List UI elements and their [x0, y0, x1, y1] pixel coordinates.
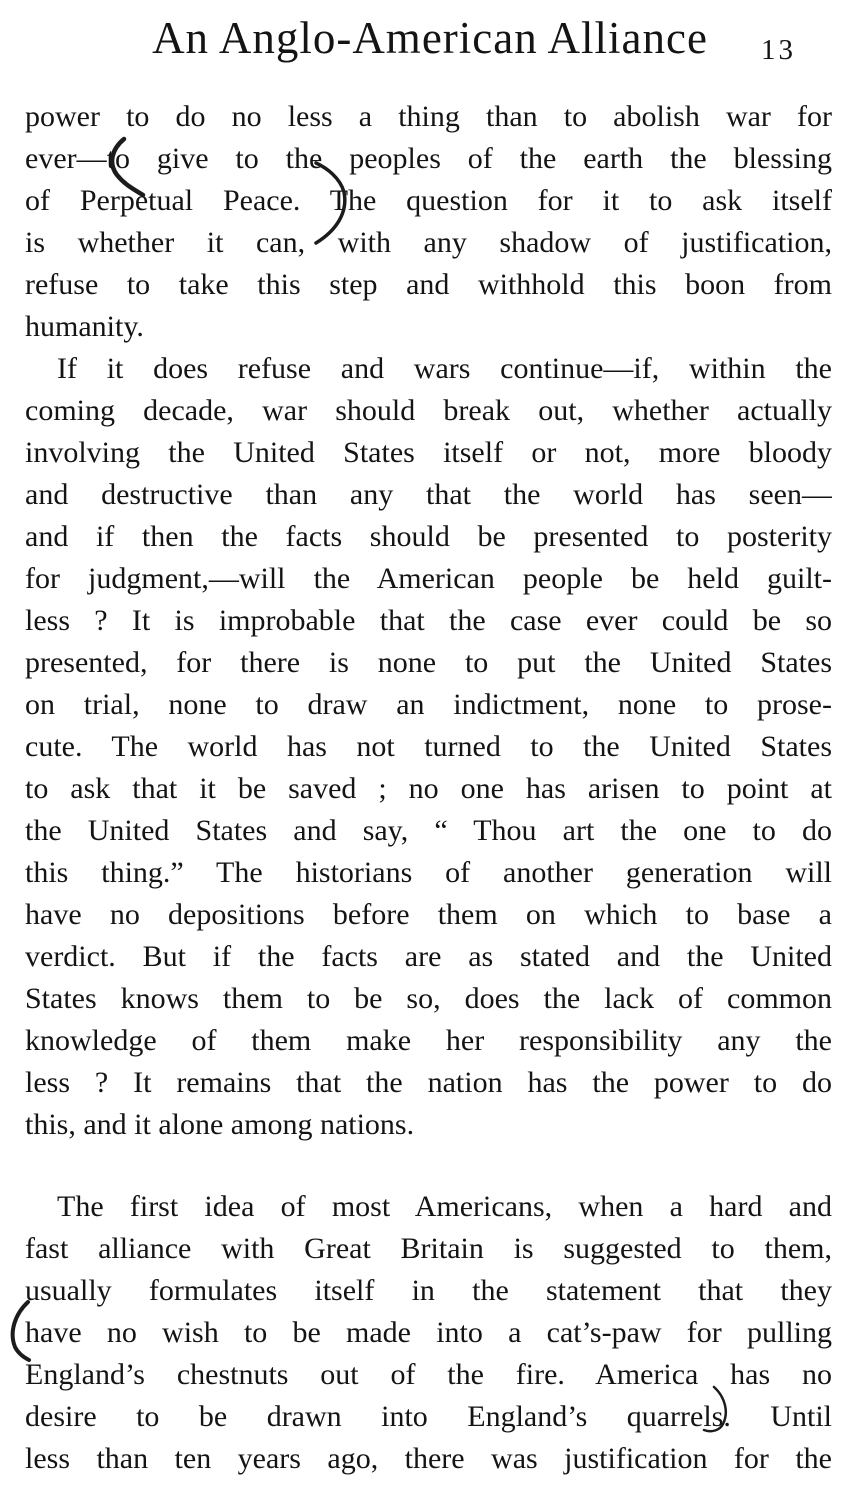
- text-line: is whether it can, with any shadow of justification,: [25, 226, 832, 259]
- text-line: and destructive than any that the world has seen—: [25, 478, 832, 511]
- running-head-title: An Anglo-American Alliance: [152, 13, 708, 63]
- text-line: presented, for there is none to put the United States: [25, 646, 832, 679]
- page-number: 13: [761, 34, 796, 66]
- text-line: fast alliance with Great Britain is suggested to them,: [25, 1232, 832, 1265]
- text-line: have no depositions before them on which to base a: [25, 898, 832, 931]
- text-line: less ? It is improbable that the case ever could be so: [25, 604, 832, 637]
- text-line: coming decade, war should break out, whether actually: [25, 394, 832, 427]
- text-line: humanity.: [25, 310, 144, 343]
- text-line: on trial, none to draw an indictment, none to prose-: [25, 688, 832, 721]
- text-line: have no wish to be made into a cat’s-paw for pulling: [25, 1316, 832, 1349]
- text-line: ever—to give to the peoples of the earth the blessing: [25, 142, 832, 175]
- text-line: and if then the facts should be presented to posterity: [25, 520, 832, 553]
- text-line: knowledge of them make her responsibility any the: [25, 1024, 832, 1057]
- text-line: less ? It remains that the nation has the power to do: [25, 1066, 832, 1099]
- text-line: refuse to take this step and withhold this boon from: [25, 268, 832, 301]
- text-line: for judgment,—will the American people be held guilt-: [25, 562, 832, 595]
- text-line: If it does refuse and wars continue—if, within the: [57, 352, 832, 385]
- paragraph: [25, 1186, 832, 1480]
- text-line: power to do no less a thing than to abolish war for: [25, 100, 832, 133]
- paragraph: [25, 96, 832, 348]
- text-line: The first idea of most Americans, when a hard and: [57, 1190, 832, 1223]
- text-line: less than ten years ago, there was justification for the: [25, 1442, 832, 1475]
- running-head: [0, 12, 860, 72]
- text-line: usually formulates itself in the statement that they: [25, 1274, 832, 1307]
- text-line: verdict. But if the facts are as stated and the United: [25, 940, 832, 973]
- text-line: the United States and say, “ Thou art the one to do: [25, 814, 832, 847]
- text-line: of Perpetual Peace. The question for it to ask itself: [25, 184, 832, 217]
- paragraph: [25, 348, 832, 1146]
- text-line: desire to be drawn into England’s quarrels. Until: [25, 1400, 832, 1433]
- text-line: to ask that it be saved ; no one has arisen to point at: [25, 772, 832, 805]
- text-line: this, and it alone among nations.: [25, 1108, 415, 1141]
- text-line: involving the United States itself or not, more bloody: [25, 436, 832, 469]
- text-line: this thing.” The historians of another generation will: [25, 856, 832, 889]
- text-line: cute. The world has not turned to the United States: [25, 730, 832, 763]
- text-block: [25, 96, 832, 1480]
- text-line: England’s chestnuts out of the fire. America has no: [25, 1358, 832, 1391]
- text-line: States knows them to be so, does the lack of common: [25, 982, 832, 1015]
